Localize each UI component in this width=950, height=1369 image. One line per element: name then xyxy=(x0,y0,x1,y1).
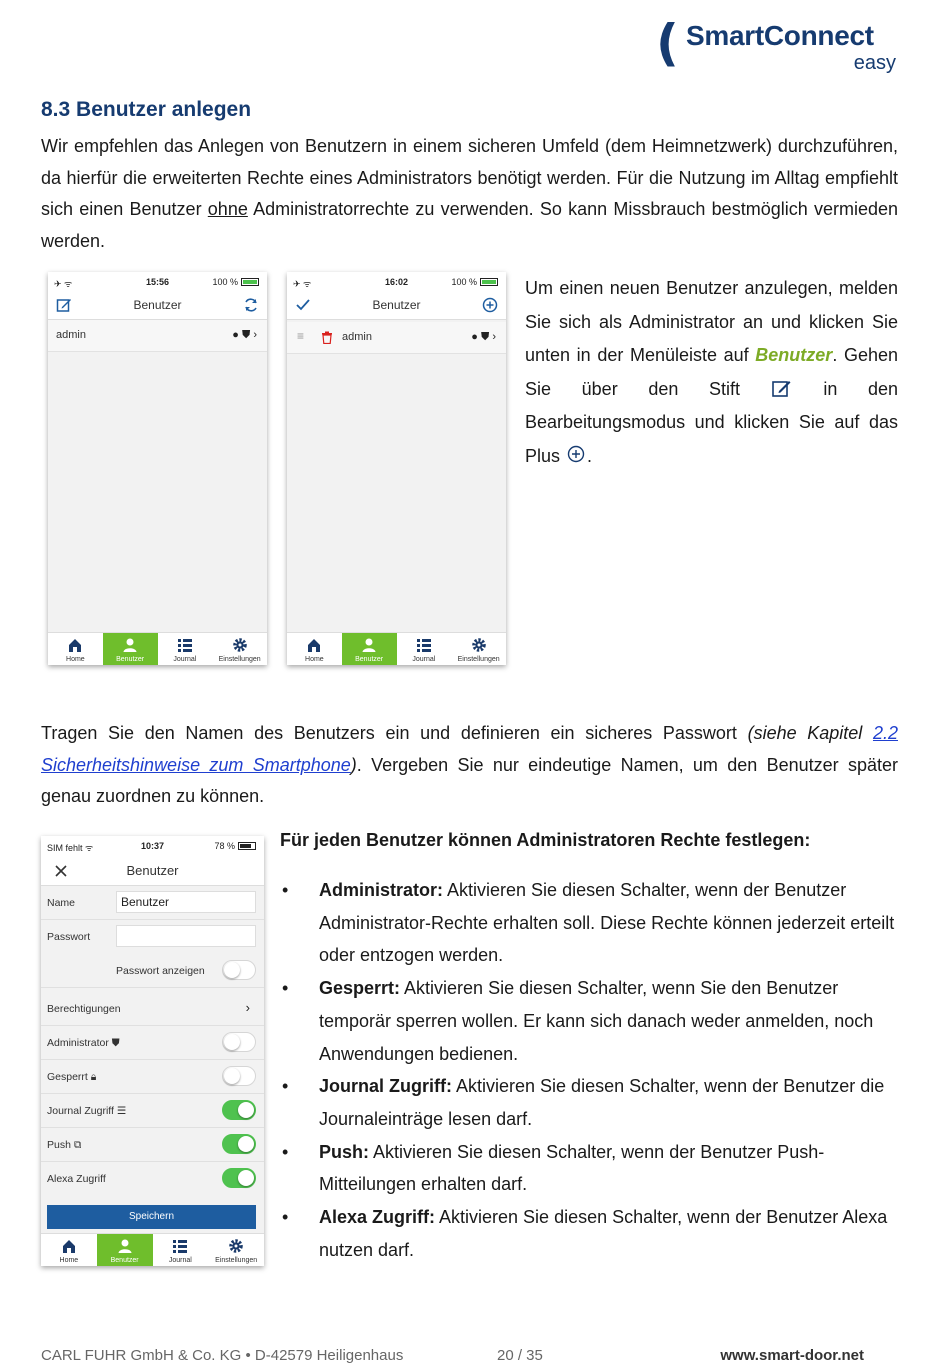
list-icon xyxy=(416,637,432,653)
administrator-label: Administrator ⛊ xyxy=(47,1037,120,1049)
password-paragraph xyxy=(41,718,898,813)
list-item xyxy=(280,1136,900,1201)
shield-icon: ⛊ xyxy=(111,1037,120,1049)
home-icon xyxy=(61,1238,77,1254)
tab-label: Benutzer xyxy=(110,1257,139,1264)
status-bar xyxy=(287,272,506,292)
edit-pen-icon xyxy=(771,378,793,398)
rights-term: Alexa Zugriff: xyxy=(319,1207,436,1228)
gear-icon xyxy=(471,637,487,653)
nav-bar xyxy=(48,292,267,320)
tab-einstellungen[interactable] xyxy=(212,633,267,665)
status-battery: 78 % xyxy=(214,841,256,851)
tab-label: Einstellungen xyxy=(457,656,500,663)
rights-term: Journal Zugriff: xyxy=(319,1076,452,1097)
nav-title: Benutzer xyxy=(372,298,421,312)
drag-handle-icon[interactable]: ≡ xyxy=(297,329,305,343)
para2-italic-close: ) xyxy=(350,754,357,775)
instructions-text-c: in den Bearbeitungsmodus und klicken Sie auf das Plus xyxy=(525,378,899,466)
list-item xyxy=(280,1070,900,1135)
status-time: 15:56 xyxy=(145,277,170,287)
person-icon: ● xyxy=(232,329,239,341)
lock-icon: 🔒︎ xyxy=(90,1071,97,1083)
tab-benutzer[interactable] xyxy=(97,1234,153,1266)
administrator-toggle[interactable] xyxy=(222,1032,256,1052)
rights-text: Aktivieren Sie diesen Schalter, wenn Sie den Benutzer temporär sperren wollen. Er kann sich danach weder anmelden, noch Anwendungen bedienen. xyxy=(319,978,874,1064)
rights-term: Gesperrt: xyxy=(319,978,401,999)
tab-label: Journal xyxy=(412,656,436,663)
battery-icon xyxy=(238,842,256,850)
shield-icon: ⛊ xyxy=(481,331,490,343)
tab-einstellungen[interactable] xyxy=(451,633,506,665)
instructions-text-d: . xyxy=(587,445,593,466)
tab-benutzer[interactable] xyxy=(342,633,397,665)
chapter-link[interactable]: 2.2 Sicherheitshinweise zum Smartphone xyxy=(41,723,898,775)
airplane-wifi-icon: ✈ ᯤ xyxy=(54,279,73,289)
gear-icon xyxy=(232,637,248,653)
push-row xyxy=(41,1128,264,1162)
status-carrier: SIM fehlt ᯤ xyxy=(47,843,94,853)
rights-list xyxy=(280,874,900,1266)
logo-brand: SmartConnect xyxy=(686,20,874,51)
phone-screenshot-edit-mode xyxy=(287,272,506,665)
intro-underlined: ohne xyxy=(207,199,248,220)
para2-text-b: . Vergeben Sie nur eindeutige Namen, um den Benutzer später genau zuordnen zu können. xyxy=(41,754,898,807)
tab-label: Einstellungen xyxy=(215,1257,258,1264)
user-row-admin[interactable] xyxy=(287,322,506,354)
push-label: Push ⧉ xyxy=(47,1139,82,1151)
user-name: admin xyxy=(56,329,86,341)
shield-icon: ⛊ xyxy=(242,329,251,341)
intro-text-a: Wir empfehlen das Anlegen von Benutzern in einem sicheren Umfeld (dem Heimnetzwerk) durchzuführen, da hierfür die erweiterten Rechte eines Administrators benötigt werden. Für die Nutzung im Alltag empfiehlt sich einen Benutzer xyxy=(41,136,898,220)
user-icon xyxy=(122,637,138,653)
list-icon: ☰ xyxy=(116,1105,127,1117)
tab-label: Home xyxy=(305,656,324,663)
gear-icon xyxy=(228,1238,244,1254)
chevron-right-icon: › xyxy=(253,329,257,341)
rights-text: Aktivieren Sie diesen Schalter, wenn der Benutzer Alexa nutzen darf. xyxy=(319,1207,888,1260)
rights-text: Aktivieren Sie diesen Schalter, wenn der Benutzer Push-Mitteilungen erhalten darf. xyxy=(319,1141,825,1195)
journal-toggle[interactable] xyxy=(222,1100,256,1120)
phone-screenshot-users xyxy=(48,272,267,665)
battery-icon xyxy=(480,278,498,286)
benutzer-highlight: Benutzer xyxy=(755,345,833,365)
chevron-right-icon: › xyxy=(492,331,496,343)
locked-label: Gesperrt 🔒︎ xyxy=(47,1071,97,1083)
intro-paragraph xyxy=(41,131,898,258)
push-toggle[interactable] xyxy=(222,1134,256,1154)
tab-bar xyxy=(48,632,267,665)
list-icon xyxy=(172,1238,188,1254)
alexa-label: Alexa Zugriff xyxy=(47,1173,106,1185)
footer-page-number: 20 / 35 xyxy=(497,1347,543,1364)
status-bar xyxy=(48,272,267,292)
list-icon xyxy=(177,637,193,653)
logo-sub: easy xyxy=(853,52,896,74)
password-row xyxy=(41,920,264,954)
tab-journal[interactable] xyxy=(153,1234,209,1266)
user-name: admin xyxy=(342,331,372,343)
delete-icon[interactable] xyxy=(321,331,333,344)
intro-text-b: Administratorrechte zu verwenden. So kann Missbrauch bestmöglich vermieden werden. xyxy=(41,199,898,252)
tab-einstellungen[interactable] xyxy=(208,1234,264,1266)
tab-label: Einstellungen xyxy=(218,656,261,663)
instructions-text-a: Um einen neuen Benutzer anzulegen, melden Sie sich als Administrator an und klicken Sie unten in der Menüleiste auf xyxy=(525,278,898,365)
administrator-row xyxy=(41,1026,264,1060)
chevron-right-icon: › xyxy=(245,1000,250,1015)
tab-label: Home xyxy=(66,656,85,663)
rights-text: Aktivieren Sie diesen Schalter, wenn der Benutzer Administrator-Rechte erhalten soll. Diese Rechte können jederzeit erteilt oder entzogen werden. xyxy=(319,880,895,966)
name-row xyxy=(41,886,264,920)
alexa-toggle[interactable] xyxy=(222,1168,256,1188)
show-password-toggle[interactable] xyxy=(222,960,256,980)
name-label: Name xyxy=(47,897,76,909)
phone-screenshot-new-user xyxy=(41,836,264,1266)
nav-title: Benutzer xyxy=(126,863,179,878)
password-input[interactable] xyxy=(116,925,256,947)
journal-row xyxy=(41,1094,264,1128)
footer-company: CARL FUHR GmbH & Co. KG • D-42579 Heiligenhaus xyxy=(41,1347,404,1364)
name-input[interactable]: Benutzer xyxy=(116,891,256,913)
tab-journal[interactable] xyxy=(158,633,213,665)
footer-url[interactable]: www.smart-door.net xyxy=(720,1347,864,1364)
home-icon xyxy=(306,637,322,653)
logo-bracket: ( xyxy=(656,14,679,72)
section-heading: 8.3 Benutzer anlegen xyxy=(41,98,252,121)
alexa-row xyxy=(41,1162,264,1196)
nav-bar xyxy=(41,856,264,886)
tab-label: Benutzer xyxy=(355,656,384,663)
user-row-icons xyxy=(471,331,496,344)
nav-title: Benutzer xyxy=(133,298,182,312)
list-item xyxy=(280,972,900,1070)
plus-circle-icon[interactable] xyxy=(482,297,498,313)
tab-home[interactable] xyxy=(48,633,103,665)
instructions-text-b: . Gehen Sie über den Stift xyxy=(525,345,898,399)
status-bar xyxy=(41,836,264,856)
status-time: 16:02 xyxy=(384,277,409,287)
password-label: Passwort xyxy=(47,931,91,943)
tab-benutzer[interactable] xyxy=(103,633,158,665)
status-time: 10:37 xyxy=(140,841,165,851)
tab-journal[interactable] xyxy=(397,633,452,665)
tab-label: Journal xyxy=(168,1257,192,1264)
instructions-paragraph xyxy=(525,272,898,473)
para2-text-a: Tragen Sie den Namen des Benutzers ein und definieren ein sicheres Passwort xyxy=(41,723,748,743)
locked-toggle[interactable] xyxy=(222,1066,256,1086)
permissions-label: Berechtigungen xyxy=(47,1003,121,1015)
push-icon: ⧉ xyxy=(73,1139,82,1151)
list-item xyxy=(280,874,900,972)
user-row-admin[interactable] xyxy=(48,320,267,352)
home-icon xyxy=(67,637,83,653)
user-icon xyxy=(117,1238,133,1254)
show-password-label: Passwort anzeigen xyxy=(116,965,205,977)
tab-label: Benutzer xyxy=(116,656,145,663)
tab-bar xyxy=(287,632,506,665)
rights-text: Aktivieren Sie diesen Schalter, wenn der Benutzer die Journaleinträge lesen darf. xyxy=(319,1076,885,1129)
plus-circle-icon xyxy=(565,445,587,465)
tab-label: Journal xyxy=(173,656,197,663)
journal-label: Journal Zugriff ☰ xyxy=(47,1105,127,1117)
refresh-icon[interactable] xyxy=(243,297,259,313)
status-battery: 100 % xyxy=(212,277,259,287)
nav-bar xyxy=(287,292,506,320)
save-button[interactable]: Speichern xyxy=(47,1205,256,1229)
para2-italic-open: (siehe Kapitel xyxy=(747,723,873,743)
list-item xyxy=(280,1201,900,1266)
rights-title: Für jeden Benutzer können Administratoren Rechte festlegen: xyxy=(280,830,811,850)
user-icon xyxy=(361,637,377,653)
tab-home[interactable] xyxy=(287,633,342,665)
smartconnect-logo xyxy=(656,14,906,74)
battery-icon xyxy=(241,278,259,286)
status-battery: 100 % xyxy=(451,277,498,287)
rights-term: Push: xyxy=(319,1141,370,1162)
show-password-row xyxy=(41,954,264,988)
tab-label: Home xyxy=(59,1257,79,1264)
tab-bar xyxy=(41,1233,264,1266)
permissions-row[interactable] xyxy=(41,992,264,1026)
airplane-wifi-icon: ✈ ᯤ xyxy=(293,279,312,289)
locked-row xyxy=(41,1060,264,1094)
tab-home[interactable] xyxy=(41,1234,97,1266)
person-icon: ● xyxy=(471,331,478,343)
user-row-icons xyxy=(232,329,257,342)
rights-term: Administrator: xyxy=(319,880,444,900)
